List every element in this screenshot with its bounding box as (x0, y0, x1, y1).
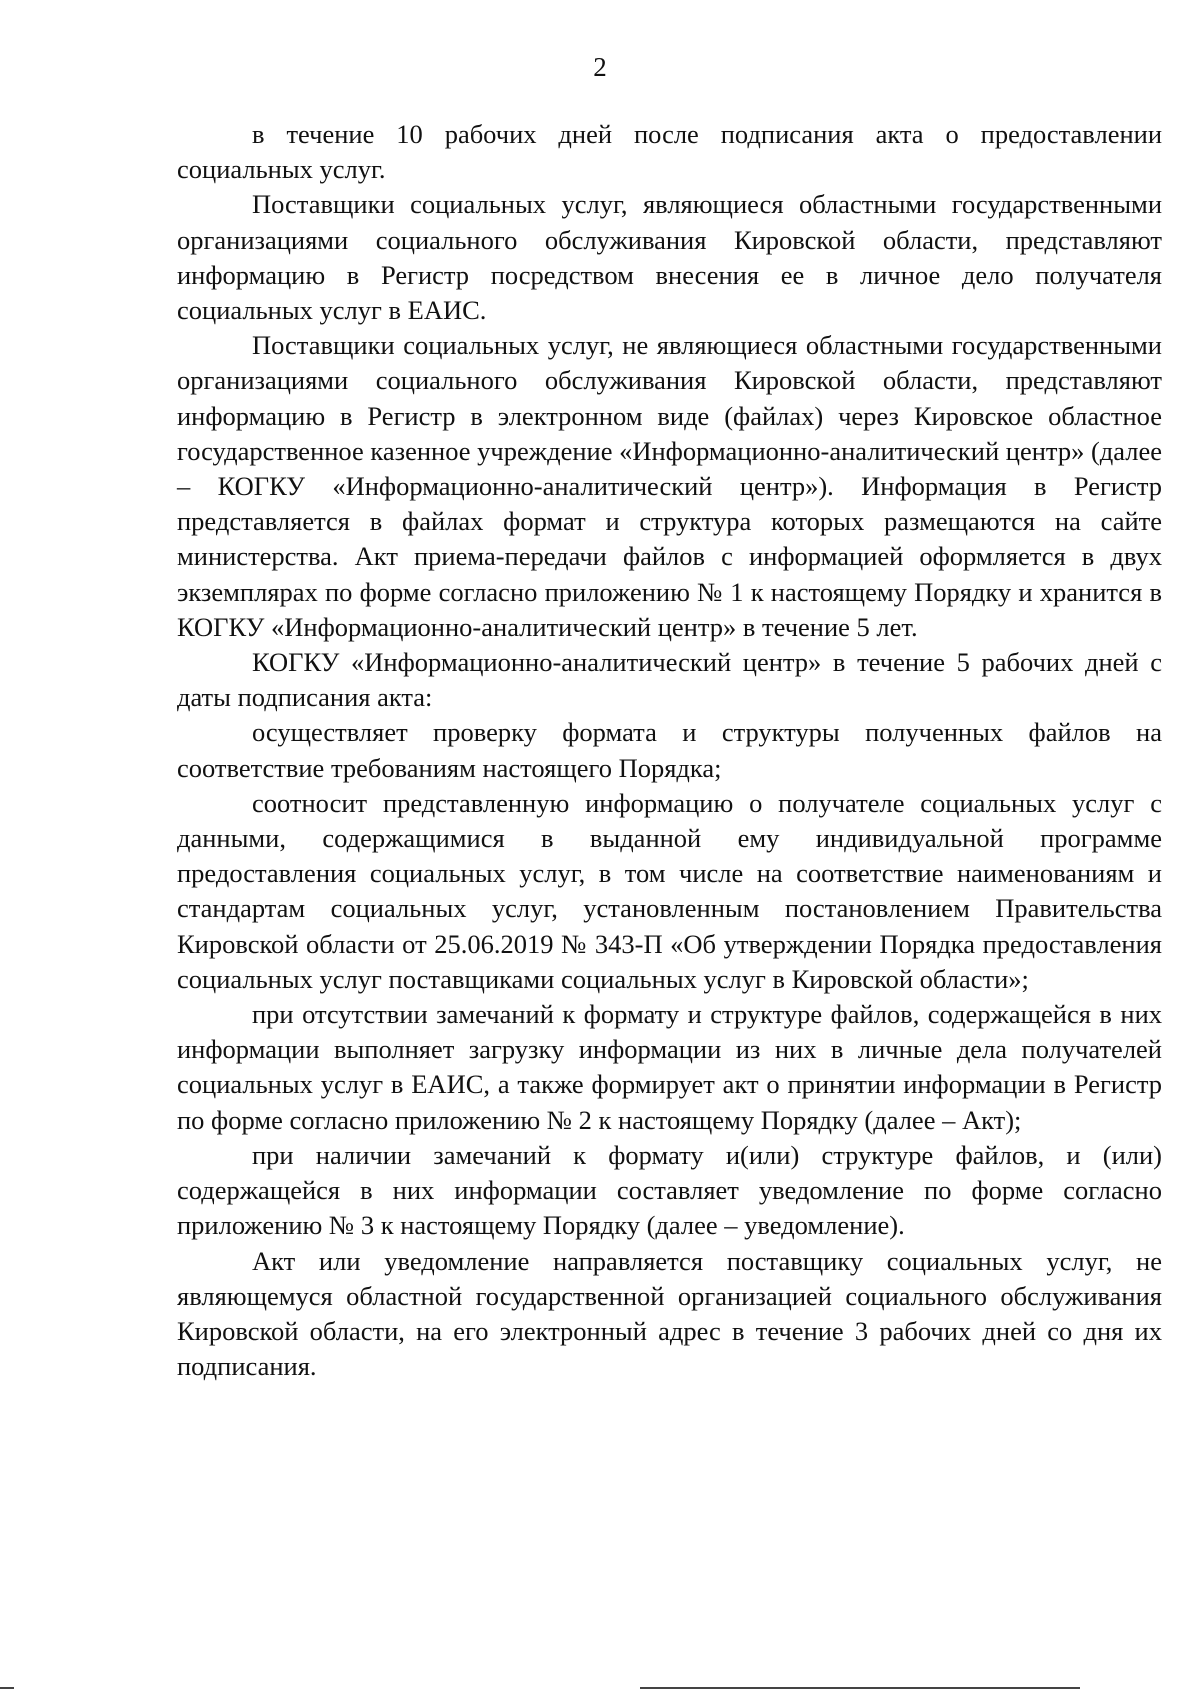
paragraph: при наличии замечаний к формату и(или) структуре файлов, и (или) содержащейся в них информации составляет уведомление по форме согласно приложению № 3 к настоящему Порядку (далее – уведомление). (177, 1139, 1162, 1241)
paragraph: Поставщики социальных услуг, не являющиеся областными государственными организациями социального обслуживания Кировской области, представляют информацию в Регистр в электронном виде (файлах) через Кировское областное государственное казенное учреждение «Информационно-аналитический центр» (далее – КОГКУ «Информационно-аналитический центр»). Информация в Регистр представляется в файлах формат и структура которых размещаются на сайте министерства. Акт приема-передачи файлов с информацией оформляется в двух экземплярах по форме согласно приложению № 1 к настоящему Порядку и хранится в КОГКУ «Информационно-аналитический центр» в течение 5 лет. (177, 330, 1163, 642)
paragraph: Акт или уведомление направляется поставщику социальных услуг, не являющемуся областной государственной организацией социального обслуживания Кировской области, на его электронный адрес в течение 3 рабочих дней со дня их подписания. (177, 1245, 1162, 1382)
paragraph: осуществляет проверку формата и структуры полученных файлов на соответствие требованиям настоящего Порядка; (177, 717, 1162, 783)
paragraph: КОГКУ «Информационно-аналитический центр» в течение 5 рабочих дней с даты подписания акта: (177, 647, 1162, 713)
paragraph: при отсутствии замечаний к формату и структуре файлов, содержащейся в них информации выполняет загрузку информации из них в личные дела получателей социальных услуг в ЕАИС, а также формирует акт о принятии информации в Регистр по форме согласно приложению № 2 к настоящему Порядку (далее – Акт); (177, 999, 1162, 1135)
paragraph: соотносит представленную информацию о получателе социальных услуг с данными, содержащимися в выданной ему индивидуальной программе предоставления социальных услуг, в том числе на соответствие наименованиям и стандартам социальных услуг, установленным постановлением Правительства Кировской области от 25.06.2019 № 343-П «Об утверждении Порядка предоставления социальных услуг поставщиками социальных услуг в Кировской области»; (177, 787, 1162, 994)
page-number: 2 (593, 52, 607, 82)
footer-rule (0, 1689, 1200, 1695)
paragraph: Поставщики социальных услуг, являющиеся областными государственными организациями социального обслуживания Кировской области, представляют информацию в Регистр посредством внесения ее в личное дело получателя социальных услуг в ЕАИС. (177, 189, 1162, 326)
paragraph: в течение 10 рабочих дней после подписания акта о предоставлении социальных услуг. (177, 119, 1162, 185)
document-body (177, 117, 1162, 1384)
footer-rule-right (640, 1687, 1080, 1689)
footer-rule-left (0, 1687, 14, 1689)
